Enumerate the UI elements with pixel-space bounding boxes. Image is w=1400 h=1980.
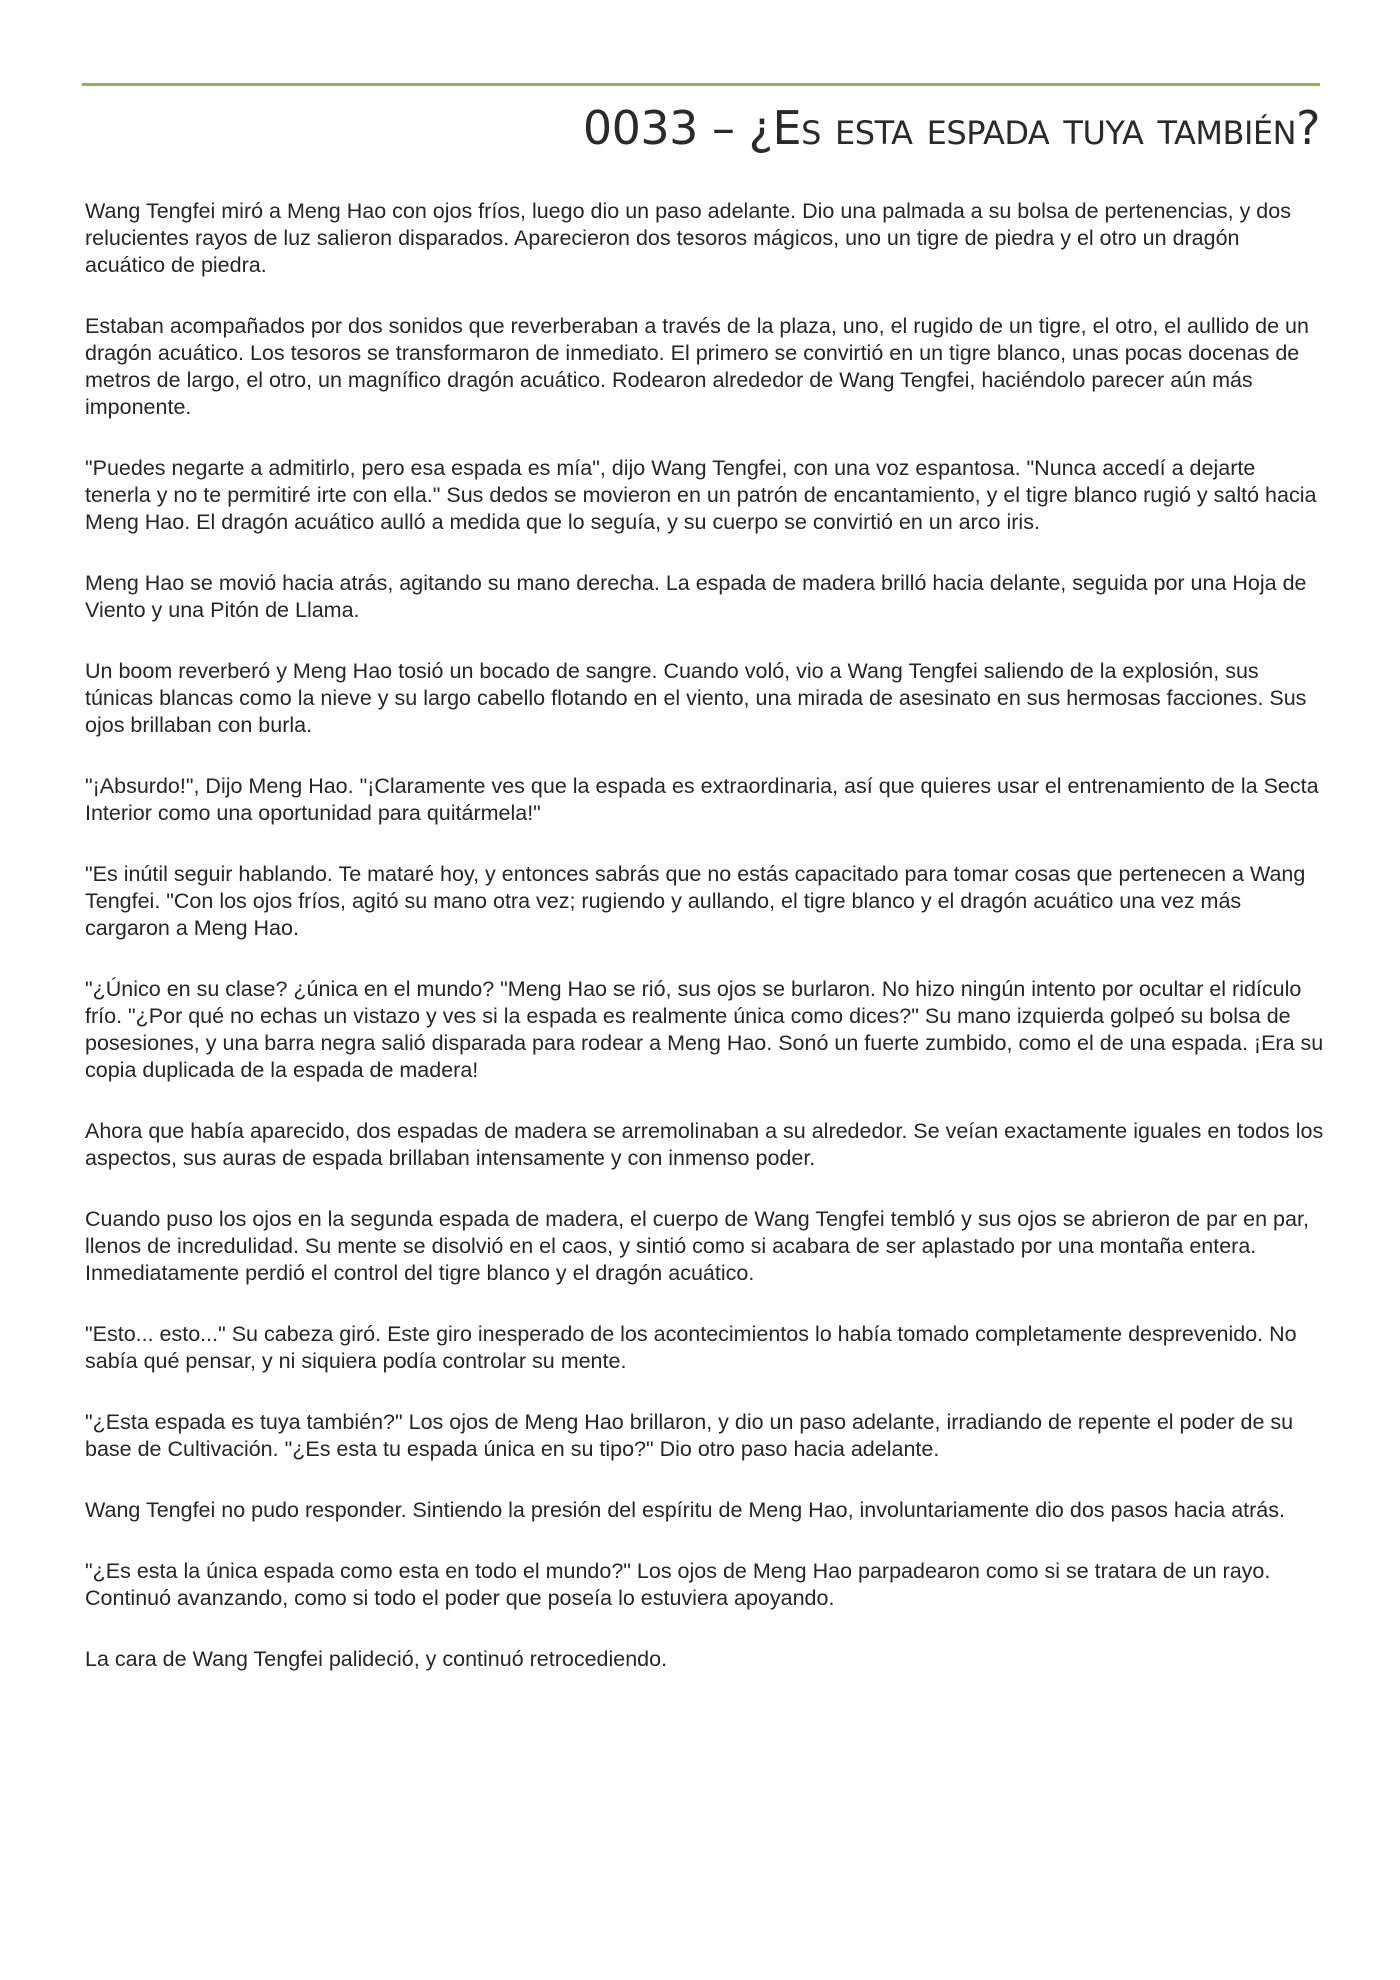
paragraph-8: "¿Único en su clase? ¿única en el mundo? "Meng Hao se rió, sus ojos se burlaron. No hizo ningún intento por ocultar el ridículo frío. "¿Por qué no echas un vistazo y ves si la espada es realmente única como dices?" Su mano izquierda golpeó su bolsa de posesiones, y una barra negra salió disparada para rodear a Meng Hao. Sonó un fuerte zumbido, como el de una espada. ¡Era su copia duplicada de la espada de madera!	[85, 977, 1324, 1082]
paragraph-3: "Puedes negarte a admitirlo, pero esa espada es mía", dijo Wang Tengfei, con una voz espantosa. "Nunca accedí a dejarte tenerla y no te permitiré irte con ella." Sus dedos se movieron en un patrón de encantamiento, y el tigre blanco rugió y saltó hacia Meng Hao. El dragón acuático aulló a medida que lo seguía, y su cuerpo se convirtió en un arco iris.	[85, 456, 1317, 534]
chapter-body	[85, 198, 1325, 1707]
paragraph-7: "Es inútil seguir hablando. Te mataré hoy, y entonces sabrás que no estás capacitado para tomar cosas que pertenecen a Wang Tengfei. "Con los ojos fríos, agitó su mano otra vez; rugiendo y aullando, el tigre blanco y el dragón acuático una vez más cargaron a Meng Hao.	[85, 862, 1306, 940]
paragraph-11: "Esto... esto..." Su cabeza giró. Este giro inesperado de los acontecimientos lo había tomado completamente desprevenido. No sabía qué pensar, y ni siquiera podía controlar su mente.	[85, 1322, 1297, 1373]
paragraph-14: "¿Es esta la única espada como esta en todo el mundo?" Los ojos de Meng Hao parpadearon como si se tratara de un rayo. Continuó avanzando, como si todo el poder que poseía lo estuviera apoyando.	[85, 1559, 1271, 1610]
paragraph-2: Estaban acompañados por dos sonidos que reverberaban a través de la plaza, uno, el rugido de un tigre, el otro, el aullido de un dragón acuático. Los tesoros se transformaron de inmediato. El primero se convirtió en un tigre blanco, unas pocas docenas de metros de largo, el otro, un magnífico dragón acuático. Rodearon alrededor de Wang Tengfei, haciéndolo parecer aún más imponente.	[85, 314, 1309, 419]
paragraph-6: "¡Absurdo!", Dijo Meng Hao. "¡Claramente ves que la espada es extraordinaria, así que quieres usar el entrenamiento de la Secta Interior como una oportunidad para quitármela!"	[85, 774, 1319, 825]
paragraph-9: Ahora que había aparecido, dos espadas de madera se arremolinaban a su alrededor. Se veían exactamente iguales en todos los aspectos, sus auras de espada brillaban intensamente y con inmenso poder.	[85, 1119, 1324, 1170]
paragraph-12: "¿Esta espada es tuya también?" Los ojos de Meng Hao brillaron, y dio un paso adelante, irradiando de repente el poder de su base de Cultivación. "¿Es esta tu espada única en su tipo?" Dio otro paso hacia adelante.	[85, 1410, 1294, 1461]
chapter-dash: –	[712, 101, 735, 155]
paragraph-13: Wang Tengfei no pudo responder. Sintiendo la presión del espíritu de Meng Hao, involuntariamente dio dos pasos hacia atrás.	[85, 1498, 1285, 1522]
paragraph-15: La cara de Wang Tengfei palideció, y continuó retrocediendo.	[85, 1647, 668, 1671]
paragraph-10: Cuando puso los ojos en la segunda espada de madera, el cuerpo de Wang Tengfei tembló y sus ojos se abrieron de par en par, llenos de incredulidad. Su mente se disolvió en el caos, y sintió como si acabara de ser aplastado por una montaña entera. Inmediatamente perdió el control del tigre blanco y el dragón acuático.	[85, 1207, 1309, 1285]
header-rule	[82, 83, 1320, 86]
chapter-heading	[583, 96, 1320, 160]
paragraph-1: Wang Tengfei miró a Meng Hao con ojos fríos, luego dio un paso adelante. Dio una palmada a su bolsa de pertenencias, y dos relucientes rayos de luz salieron disparados. Aparecieron dos tesoros mágicos, uno un tigre de piedra y el otro un dragón acuático de piedra.	[85, 199, 1291, 277]
chapter-title: ¿Es esta espada tuya también?	[748, 101, 1320, 155]
paragraph-4: Meng Hao se movió hacia atrás, agitando su mano derecha. La espada de madera brilló hacia delante, seguida por una Hoja de Viento y una Pitón de Llama.	[85, 571, 1307, 622]
paragraph-5: Un boom reverberó y Meng Hao tosió un bocado de sangre. Cuando voló, vio a Wang Tengfei saliendo de la explosión, sus túnicas blancas como la nieve y su largo cabello flotando en el viento, una mirada de asesinato en sus hermosas facciones. Sus ojos brillaban con burla.	[85, 659, 1307, 737]
chapter-number: 0033	[582, 101, 698, 155]
